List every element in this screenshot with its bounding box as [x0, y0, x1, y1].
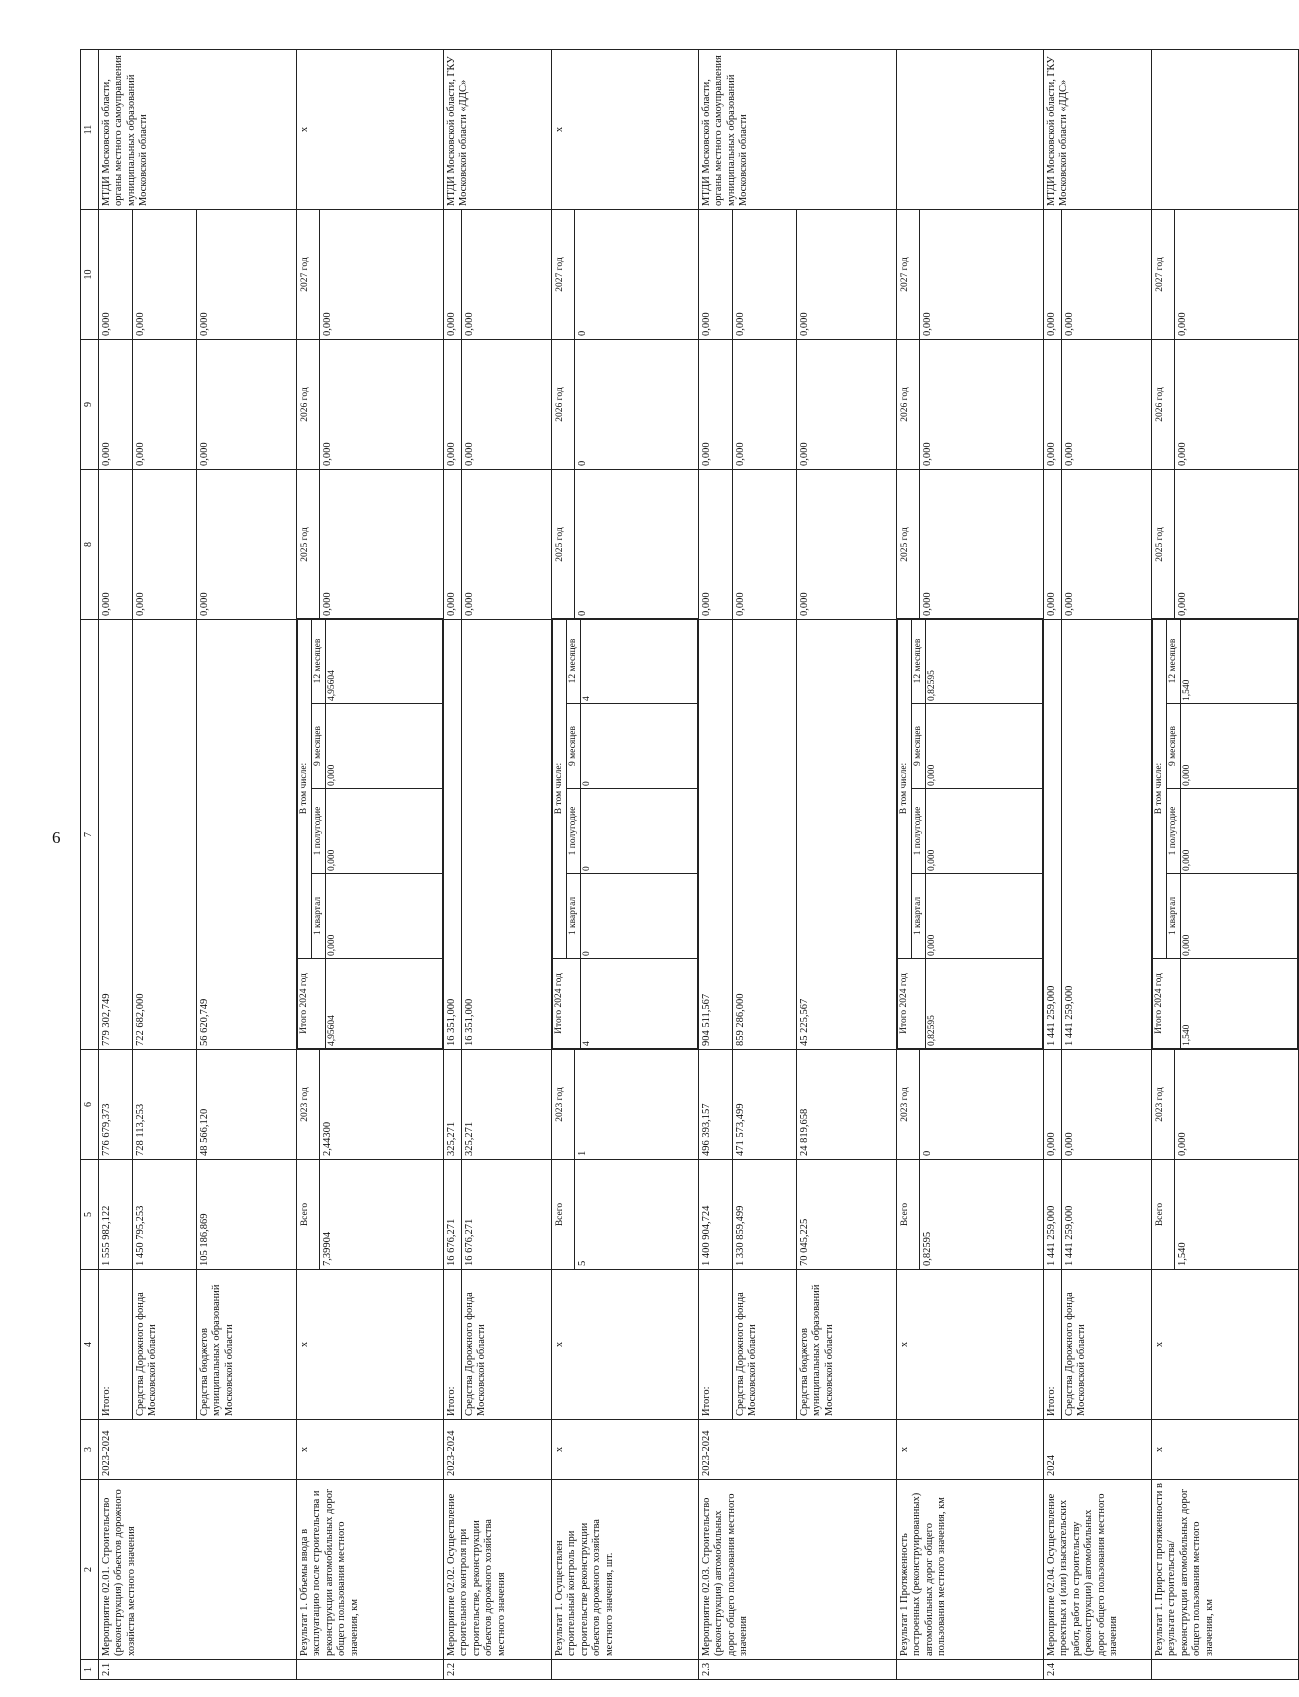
funding-source: Средства Дорожного фонда Московской области	[1061, 1270, 1151, 1420]
amount-cell: 0,000	[1061, 340, 1151, 470]
period-header-m12: 12 месяцев	[1166, 619, 1180, 704]
amount-cell: 0,000	[732, 210, 796, 340]
executor: МТДИ Московской области, ГКУ Московской области «ДДС»	[443, 50, 551, 210]
itogo-2024-value: 1,540	[1180, 959, 1297, 1049]
amount-cell: 0,000	[698, 340, 732, 470]
page-number: 6	[52, 828, 61, 847]
inner-row	[580, 619, 697, 1049]
result-period: x	[551, 1420, 698, 1480]
result-header-2023: 2023 год	[551, 1050, 574, 1160]
amount-cell: 0,000	[132, 210, 196, 340]
result-value-y2023: 1	[574, 1050, 698, 1160]
inner-row	[325, 619, 442, 1049]
result-source: x	[296, 1270, 443, 1420]
amount-cell: 105 186,869	[196, 1160, 296, 1270]
result-value-y2025: 0,000	[919, 470, 1043, 620]
result-value-total: 7,39904	[319, 1160, 443, 1270]
itogo-2024-header: Итого 2024 год	[552, 959, 580, 1049]
period-header-m9: 9 месяцев	[911, 704, 925, 789]
amount-cell: 0,000	[461, 340, 551, 470]
col-header: 2	[81, 1480, 99, 1660]
amount-cell: 16 351,000	[443, 620, 461, 1050]
itogo-2024-value: 4	[580, 959, 697, 1049]
row-number: 2.3	[698, 1660, 896, 1680]
col-header: 1	[81, 1660, 99, 1680]
amount-cell: 70 045,225	[796, 1160, 896, 1270]
result-value-y2026: 0,000	[319, 340, 443, 470]
quarter-breakdown-table	[897, 618, 1043, 1049]
result-header-y2027: 2027 год	[896, 210, 919, 340]
amount-cell: 1 441 259,000	[1043, 620, 1061, 1050]
period-header-q1: 1 квартал	[311, 874, 325, 959]
event-period: 2023-2024	[443, 1420, 551, 1480]
col-header: 7	[81, 620, 99, 1050]
amount-cell: 496 393,157	[698, 1050, 732, 1160]
result-executor	[896, 50, 1043, 210]
result-executor: x	[551, 50, 698, 210]
vtom-header: В том числе:	[297, 619, 311, 959]
amount-cell: 0,000	[698, 210, 732, 340]
result-header-total: Всего	[551, 1160, 574, 1270]
event-period: 2023-2024	[98, 1420, 296, 1480]
result-spacer	[1151, 1660, 1298, 1680]
event-name: Мероприятие 02.04. Осуществление проектных и (или) изыскательских работ, работ по строительству (реконструкции) автомобильных дорог общего пользования местного значения	[1043, 1480, 1151, 1660]
result-header-y2026: 2026 год	[896, 340, 919, 470]
amount-cell: 776 679,373	[98, 1050, 132, 1160]
result-name: Результат 1 Протяженность построенных (реконструированных) автомобильных дорог общего пользования местного значения, км	[896, 1480, 1043, 1660]
result-period: x	[296, 1420, 443, 1480]
result-header-total: Всего	[896, 1160, 919, 1270]
amount-cell: 24 819,658	[796, 1050, 896, 1160]
col-header: 8	[81, 470, 99, 620]
event-period: 2024	[1043, 1420, 1151, 1480]
result-value-y2025: 0	[574, 470, 698, 620]
amount-cell: 0,000	[796, 470, 896, 620]
row-number: 2.4	[1043, 1660, 1151, 1680]
result-value-y2023: 2,44300	[319, 1050, 443, 1160]
amount-cell: 0,000	[1043, 1050, 1061, 1160]
result-breakdown	[551, 620, 698, 1050]
amount-cell: 56 620,749	[196, 620, 296, 1050]
period-header-m12: 12 месяцев	[311, 619, 325, 704]
period-value-q1: 0,000	[925, 874, 1042, 959]
amount-cell: 16 676,271	[461, 1160, 551, 1270]
period-header-m9: 9 месяцев	[1166, 704, 1180, 789]
amount-cell: 0,000	[196, 210, 296, 340]
amount-cell: 16 351,000	[461, 620, 551, 1050]
result-header-2023: 2023 год	[896, 1050, 919, 1160]
amount-cell: 471 573,499	[732, 1050, 796, 1160]
vtom-header: В том числе:	[897, 619, 911, 959]
result-name: Результат 1. Прирост протяженности в результате строительства/ реконструкции автомобильных дорог общего пользования местного значения, км	[1151, 1480, 1298, 1660]
amount-cell: 1 400 904,724	[698, 1160, 732, 1270]
result-value-y2027: 0,000	[1174, 210, 1298, 340]
inner-row	[297, 619, 311, 1049]
result-header-y2025: 2025 год	[1151, 470, 1174, 620]
period-value-h1: 0	[580, 789, 697, 874]
period-value-m9: 0,000	[925, 704, 1042, 789]
result-value-y2023: 0,000	[1174, 1050, 1298, 1160]
result-name: Результат 1. Осуществлен строительный контроль при строительстве реконструкции объектов дорожного хозяйства местного значения, шт.	[551, 1480, 698, 1660]
period-header-h1: 1 полугодие	[911, 789, 925, 874]
quarter-breakdown-table	[1152, 618, 1298, 1049]
result-header-row	[1151, 50, 1174, 1680]
table-row	[98, 50, 132, 1680]
period-value-h1: 0,000	[1180, 789, 1297, 874]
col-header: 11	[81, 50, 99, 210]
amount-cell: 0,000	[132, 340, 196, 470]
amount-cell: 0,000	[732, 470, 796, 620]
result-value-y2027: 0	[574, 210, 698, 340]
result-value-y2026: 0	[574, 340, 698, 470]
inner-row	[552, 619, 566, 1049]
period-header-q1: 1 квартал	[911, 874, 925, 959]
amount-cell: 0,000	[796, 340, 896, 470]
funding-source: Средства Дорожного фонда Московской области	[732, 1270, 796, 1420]
result-header-total: Всего	[1151, 1160, 1174, 1270]
result-source: x	[551, 1270, 698, 1420]
funding-source: Средства бюджетов муниципальных образований Московской области	[796, 1270, 896, 1420]
quarter-breakdown-table	[552, 618, 698, 1049]
amount-cell: 0,000	[698, 470, 732, 620]
amount-cell: 0,000	[443, 470, 461, 620]
period-value-q1: 0,000	[1180, 874, 1297, 959]
result-value-y2026: 0,000	[919, 340, 1043, 470]
result-header-y2025: 2025 год	[296, 470, 319, 620]
amount-cell: 0,000	[443, 210, 461, 340]
result-header-y2026: 2026 год	[1151, 340, 1174, 470]
result-value-y2027: 0,000	[919, 210, 1043, 340]
itogo-2024-value: 0,82595	[925, 959, 1042, 1049]
result-header-y2026: 2026 год	[551, 340, 574, 470]
result-spacer	[896, 1660, 1043, 1680]
result-value-total: 0,82595	[919, 1160, 1043, 1270]
funding-source: Средства Дорожного фонда Московской области	[132, 1270, 196, 1420]
amount-cell: 904 511,567	[698, 620, 732, 1050]
result-header-y2027: 2027 год	[296, 210, 319, 340]
result-name: Результат 1. Объемы ввода в эксплуатацию после строительства и реконструкции автомобильных дорог общего пользования местного значения, км	[296, 1480, 443, 1660]
period-value-m9: 0,000	[325, 704, 442, 789]
amount-cell: 859 286,000	[732, 620, 796, 1050]
col-header: 10	[81, 210, 99, 340]
result-spacer	[551, 1660, 698, 1680]
amount-cell: 728 113,253	[132, 1050, 196, 1160]
period-header-q1: 1 квартал	[566, 874, 580, 959]
result-value-y2023: 0	[919, 1050, 1043, 1160]
result-source: x	[1151, 1270, 1298, 1420]
vtom-header: В том числе:	[1152, 619, 1166, 959]
result-value-y2025: 0,000	[1174, 470, 1298, 620]
col-header: 4	[81, 1270, 99, 1420]
executor: МТДИ Московской области, органы местного самоуправления муниципальных образований Московской области	[98, 50, 296, 210]
result-header-row	[296, 50, 319, 1680]
result-header-y2025: 2025 год	[896, 470, 919, 620]
funding-source: Итого:	[1043, 1270, 1061, 1420]
funding-source: Средства бюджетов муниципальных образований Московской области	[196, 1270, 296, 1420]
col-header: 6	[81, 1050, 99, 1160]
period-header-m9: 9 месяцев	[311, 704, 325, 789]
funding-source: Итого:	[98, 1270, 132, 1420]
inner-row	[1152, 619, 1166, 1049]
result-executor: x	[296, 50, 443, 210]
amount-cell: 0,000	[98, 340, 132, 470]
quarter-breakdown-table	[297, 618, 443, 1049]
amount-cell: 0,000	[196, 470, 296, 620]
result-header-total: Всего	[296, 1160, 319, 1270]
result-value-total: 1,540	[1174, 1160, 1298, 1270]
result-value-total: 5	[574, 1160, 698, 1270]
col-header: 5	[81, 1160, 99, 1270]
col-header: 3	[81, 1420, 99, 1480]
amount-cell: 325,271	[443, 1050, 461, 1160]
result-executor	[1151, 50, 1298, 210]
result-spacer	[296, 1660, 443, 1680]
amount-cell: 0,000	[98, 210, 132, 340]
table-row	[1043, 50, 1061, 1680]
amount-cell: 0,000	[461, 210, 551, 340]
inner-row	[925, 619, 1042, 1049]
period-header-h1: 1 полугодие	[566, 789, 580, 874]
period-value-m9: 0	[580, 704, 697, 789]
event-period: 2023-2024	[698, 1420, 896, 1480]
result-header-2023: 2023 год	[296, 1050, 319, 1160]
period-value-m12: 4	[580, 619, 697, 704]
amount-cell: 48 566,120	[196, 1050, 296, 1160]
table-row	[698, 50, 732, 1680]
amount-cell: 325,271	[461, 1050, 551, 1160]
result-header-row	[551, 50, 574, 1680]
funding-source: Итого:	[443, 1270, 461, 1420]
amount-cell: 722 682,000	[132, 620, 196, 1050]
period-value-m12: 1,540	[1180, 619, 1297, 704]
itogo-2024-header: Итого 2024 год	[297, 959, 325, 1049]
executor: МТДИ Московской области, ГКУ Московской области «ДДС»	[1043, 50, 1151, 210]
period-header-m12: 12 месяцев	[566, 619, 580, 704]
result-header-row	[896, 50, 919, 1680]
itogo-2024-header: Итого 2024 год	[897, 959, 925, 1049]
event-name: Мероприятие 02.01. Строительство (реконструкция) объектов дорожного хозяйства местного значения	[98, 1480, 296, 1660]
vtom-header: В том числе:	[552, 619, 566, 959]
result-header-y2027: 2027 год	[551, 210, 574, 340]
result-header-y2027: 2027 год	[1151, 210, 1174, 340]
period-value-m12: 4,95604	[325, 619, 442, 704]
itogo-2024-value: 4,95604	[325, 959, 442, 1049]
table-body	[98, 50, 1298, 1680]
period-header-m9: 9 месяцев	[566, 704, 580, 789]
itogo-2024-header: Итого 2024 год	[1152, 959, 1180, 1049]
result-header-2023: 2023 год	[1151, 1050, 1174, 1160]
period-value-h1: 0,000	[325, 789, 442, 874]
amount-cell: 779 302,749	[98, 620, 132, 1050]
result-breakdown	[1151, 620, 1298, 1050]
amount-cell: 0,000	[1061, 210, 1151, 340]
amount-cell: 0,000	[1043, 470, 1061, 620]
amount-cell: 0,000	[732, 340, 796, 470]
amount-cell: 45 225,567	[796, 620, 896, 1050]
funding-source: Итого:	[698, 1270, 732, 1420]
period-value-m9: 0,000	[1180, 704, 1297, 789]
amount-cell: 1 441 259,000	[1061, 1160, 1151, 1270]
amount-cell: 0,000	[196, 340, 296, 470]
result-breakdown	[896, 620, 1043, 1050]
period-value-h1: 0,000	[925, 789, 1042, 874]
executor: МТДИ Московской области, органы местного самоуправления муниципальных образований Московской области	[698, 50, 896, 210]
amount-cell: 0,000	[1061, 470, 1151, 620]
result-value-y2027: 0,000	[319, 210, 443, 340]
budget-table	[80, 49, 1299, 1680]
amount-cell: 1 441 259,000	[1043, 1160, 1061, 1270]
result-period: x	[896, 1420, 1043, 1480]
amount-cell: 0,000	[1043, 340, 1061, 470]
row-number: 2.1	[98, 1660, 296, 1680]
result-breakdown	[296, 620, 443, 1050]
rotated-budget-table	[80, 50, 1215, 1680]
period-value-q1: 0	[580, 874, 697, 959]
event-name: Мероприятие 02.02. Осуществление строительного контроля при строительстве, реконструкции объектов дорожного хозяйства местного значения	[443, 1480, 551, 1660]
col-header: 9	[81, 340, 99, 470]
amount-cell: 1 450 795,253	[132, 1160, 196, 1270]
inner-row	[897, 619, 911, 1049]
amount-cell: 1 555 982,122	[98, 1160, 132, 1270]
result-source: x	[896, 1270, 1043, 1420]
amount-cell: 0,000	[132, 470, 196, 620]
period-header-h1: 1 полугодие	[1166, 789, 1180, 874]
inner-row	[1180, 619, 1297, 1049]
amount-cell: 1 330 859,499	[732, 1160, 796, 1270]
result-period: x	[1151, 1420, 1298, 1480]
row-number: 2.2	[443, 1660, 551, 1680]
amount-cell: 16 676,271	[443, 1160, 461, 1270]
result-header-y2026: 2026 год	[296, 340, 319, 470]
amount-cell: 0,000	[796, 210, 896, 340]
result-value-y2025: 0,000	[319, 470, 443, 620]
event-name: Мероприятие 02.03. Строительство (реконструкция) автомобильных дорог общего пользования местного значения	[698, 1480, 896, 1660]
result-value-y2026: 0,000	[1174, 340, 1298, 470]
amount-cell: 0,000	[1043, 210, 1061, 340]
period-value-q1: 0,000	[325, 874, 442, 959]
period-header-h1: 1 полугодие	[311, 789, 325, 874]
period-header-m12: 12 месяцев	[911, 619, 925, 704]
column-number-row	[81, 50, 99, 1680]
amount-cell: 0,000	[98, 470, 132, 620]
period-header-q1: 1 квартал	[1166, 874, 1180, 959]
table-row	[443, 50, 461, 1680]
amount-cell: 0,000	[461, 470, 551, 620]
amount-cell: 0,000	[1061, 1050, 1151, 1160]
funding-source: Средства Дорожного фонда Московской области	[461, 1270, 551, 1420]
period-value-m12: 0,82595	[925, 619, 1042, 704]
amount-cell: 1 441 259,000	[1061, 620, 1151, 1050]
amount-cell: 0,000	[443, 340, 461, 470]
result-header-y2025: 2025 год	[551, 470, 574, 620]
